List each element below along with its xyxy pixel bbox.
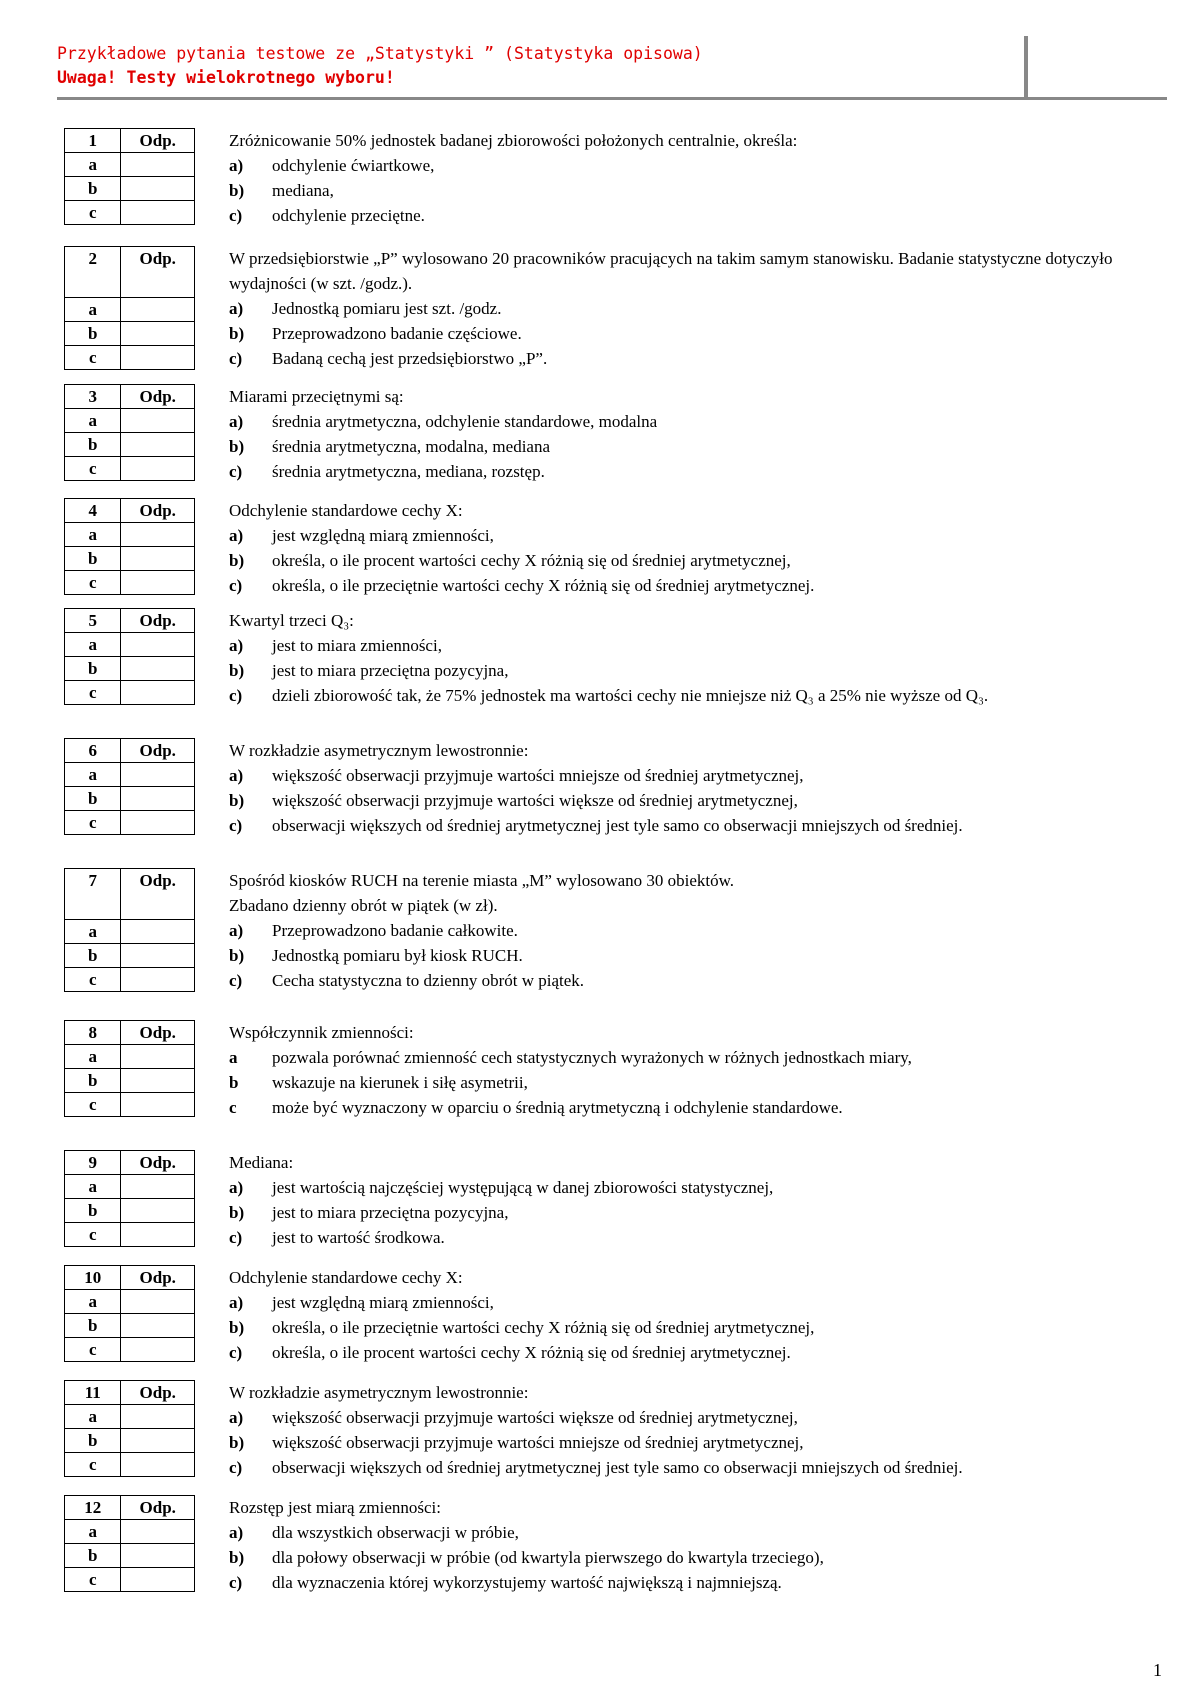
option-a <box>229 763 1169 788</box>
option-text: średnia arytmetyczna, odchylenie standardowe, modalna <box>272 412 658 431</box>
answer-letter: c <box>65 1453 121 1477</box>
question-body <box>229 738 1169 838</box>
answer-letter: b <box>65 944 121 968</box>
option-a <box>229 1045 1169 1070</box>
option-text: dzieli zbiorowość tak, że 75% jednostek ma wartości cechy nie mniejsze niż Q₃ a 25% nie wyższe od Q₃. <box>272 686 989 705</box>
option-text: Badaną cechą jest przedsiębiorstwo „P”. <box>272 349 548 368</box>
option-text: średnia arytmetyczna, modalna, mediana <box>272 437 551 456</box>
option-c <box>229 1455 1169 1480</box>
answer-box-b[interactable] <box>121 433 195 457</box>
answer-letter: b <box>65 177 121 201</box>
answer-box-c[interactable] <box>121 968 195 992</box>
option-label: c) <box>229 971 243 990</box>
option-c <box>229 1225 1169 1250</box>
question-number: 3 <box>65 385 121 409</box>
answer-box-c[interactable] <box>121 681 195 705</box>
answer-letter: c <box>65 968 121 992</box>
option-label: b) <box>229 1318 245 1337</box>
question-number: 11 <box>65 1381 121 1405</box>
answer-column-header: Odp. <box>121 1151 195 1175</box>
answer-box-a[interactable] <box>121 1290 195 1314</box>
option-b <box>229 434 1169 459</box>
answer-letter: b <box>65 1429 121 1453</box>
answer-column-header: Odp. <box>121 1021 195 1045</box>
answer-grid <box>64 384 195 481</box>
option-b <box>229 1200 1169 1225</box>
answer-letter: a <box>65 1175 121 1199</box>
answer-box-c[interactable] <box>121 201 195 225</box>
option-label: b) <box>229 661 245 680</box>
answer-column-header: Odp. <box>121 129 195 153</box>
option-text: Jednostką pomiaru był kiosk RUCH. <box>272 946 523 965</box>
option-text: Jednostką pomiaru jest szt. /godz. <box>272 299 502 318</box>
answer-letter: b <box>65 547 121 571</box>
option-label: c) <box>229 816 243 835</box>
answer-letter: c <box>65 201 121 225</box>
question-body <box>229 608 1169 708</box>
answer-letter: a <box>65 409 121 433</box>
answer-box-b[interactable] <box>121 1069 195 1093</box>
answer-box-c[interactable] <box>121 1338 195 1362</box>
option-label: b) <box>229 324 245 343</box>
option-b <box>229 788 1169 813</box>
question-stem-continued: Zbadano dzienny obrót w piątek (w zł). <box>229 896 498 915</box>
question-body <box>229 128 1169 228</box>
option-c <box>229 346 1169 371</box>
answer-letter: a <box>65 920 121 944</box>
option-label: c) <box>229 576 243 595</box>
question-body <box>229 1495 1169 1595</box>
question-number: 7 <box>65 869 121 920</box>
answer-box-b[interactable] <box>121 944 195 968</box>
option-c <box>229 968 1169 993</box>
answer-letter: a <box>65 1520 121 1544</box>
option-label: b) <box>229 1433 245 1452</box>
question-body <box>229 868 1169 993</box>
answer-grid <box>64 1020 195 1117</box>
question-stem: Kwartyl trzeci Q₃: <box>229 611 354 630</box>
option-text: dla wszystkich obserwacji w próbie, <box>272 1523 519 1542</box>
option-label: a) <box>229 636 244 655</box>
answer-column-header: Odp. <box>121 609 195 633</box>
option-text: jest to miara zmienności, <box>272 636 442 655</box>
answer-box-a[interactable] <box>121 633 195 657</box>
answer-box-a[interactable] <box>121 153 195 177</box>
question-body <box>229 1150 1169 1250</box>
option-a <box>229 296 1169 321</box>
answer-box-a[interactable] <box>121 1520 195 1544</box>
answer-box-c[interactable] <box>121 457 195 481</box>
option-text: obserwacji większych od średniej arytmetycznej jest tyle samo co obserwacji mniejszych od średniej. <box>272 816 963 835</box>
option-label: a) <box>229 1408 244 1427</box>
document-header <box>57 42 1167 90</box>
answer-column-header: Odp. <box>121 1496 195 1520</box>
option-text: obserwacji większych od średniej arytmetycznej jest tyle samo co obserwacji mniejszych od średniej. <box>272 1458 963 1477</box>
option-text: średnia arytmetyczna, mediana, rozstęp. <box>272 462 545 481</box>
answer-letter: b <box>65 657 121 681</box>
question-number: 10 <box>65 1266 121 1290</box>
answer-box-b[interactable] <box>121 1314 195 1338</box>
answer-letter: b <box>65 787 121 811</box>
option-label: b) <box>229 1548 245 1567</box>
option-text: określa, o ile przeciętnie wartości cechy X różnią się od średniej arytmetycznej, <box>272 1318 815 1337</box>
question-stem: Mediana: <box>229 1153 294 1172</box>
answer-letter: b <box>65 1199 121 1223</box>
option-label: c) <box>229 462 243 481</box>
answer-letter: c <box>65 1338 121 1362</box>
answer-box-c[interactable] <box>121 1093 195 1117</box>
answer-letter: b <box>65 1544 121 1568</box>
answer-letter: a <box>65 763 121 787</box>
question-body <box>229 1265 1169 1365</box>
question-number: 2 <box>65 247 121 298</box>
answer-box-c[interactable] <box>121 1223 195 1247</box>
answer-letter: b <box>65 1069 121 1093</box>
option-b <box>229 1545 1169 1570</box>
option-label: a) <box>229 766 244 785</box>
option-label: c) <box>229 349 243 368</box>
answer-box-a[interactable] <box>121 523 195 547</box>
option-label: b) <box>229 181 245 200</box>
option-label: c) <box>229 1458 243 1477</box>
option-c <box>229 683 1169 708</box>
answer-column-header: Odp. <box>121 1381 195 1405</box>
option-b <box>229 943 1169 968</box>
answer-letter: b <box>65 433 121 457</box>
option-a <box>229 1175 1169 1200</box>
question-body <box>229 498 1169 598</box>
answer-box-b[interactable] <box>121 1544 195 1568</box>
option-text: Cecha statystyczna to dzienny obrót w piątek. <box>272 971 585 990</box>
option-c <box>229 813 1169 838</box>
question-stem: Odchylenie standardowe cechy X: <box>229 501 463 520</box>
option-text: dla wyznaczenia której wykorzystujemy wartość największą i najmniejszą. <box>272 1573 782 1592</box>
question-stem: Zróżnicowanie 50% jednostek badanej zbiorowości położonych centralnie, określa: <box>229 131 798 150</box>
option-text: może być wyznaczony w oparciu o średnią arytmetyczną i odchylenie standardowe. <box>272 1098 843 1117</box>
answer-box-b[interactable] <box>121 787 195 811</box>
option-label: a) <box>229 412 244 431</box>
option-label: a) <box>229 156 244 175</box>
answer-column-header: Odp. <box>121 1266 195 1290</box>
question-stem: W rozkładzie asymetrycznym lewostronnie: <box>229 741 529 760</box>
option-label: c) <box>229 686 243 705</box>
option-text: jest to miara przeciętna pozycyjna, <box>272 661 509 680</box>
answer-column-header: Odp. <box>121 869 195 920</box>
answer-letter: a <box>65 523 121 547</box>
answer-box-c[interactable] <box>121 346 195 370</box>
option-b <box>229 548 1169 573</box>
option-a <box>229 918 1169 943</box>
option-label: c) <box>229 206 243 225</box>
answer-letter: a <box>65 1290 121 1314</box>
question-stem: W rozkładzie asymetrycznym lewostronnie: <box>229 1383 529 1402</box>
option-label: a) <box>229 1523 244 1542</box>
answer-column-header: Odp. <box>121 499 195 523</box>
option-a <box>229 1290 1169 1315</box>
option-label: a) <box>229 1178 244 1197</box>
answer-box-a[interactable] <box>121 920 195 944</box>
answer-box-b[interactable] <box>121 177 195 201</box>
option-text: większość obserwacji przyjmuje wartości mniejsze od średniej arytmetycznej, <box>272 766 804 785</box>
question-number: 12 <box>65 1496 121 1520</box>
question-number: 5 <box>65 609 121 633</box>
option-a <box>229 1405 1169 1430</box>
option-c <box>229 459 1169 484</box>
answer-letter: a <box>65 1045 121 1069</box>
answer-box-b[interactable] <box>121 547 195 571</box>
option-label: c) <box>229 1343 243 1362</box>
answer-column-header: Odp. <box>121 247 195 298</box>
option-c <box>229 1095 1169 1120</box>
option-text: pozwala porównać zmienność cech statystycznych wyrażonych w różnych jednostkach miary, <box>272 1048 912 1067</box>
answer-grid <box>64 246 195 370</box>
option-c <box>229 1570 1169 1595</box>
option-label: b) <box>229 437 245 456</box>
answer-grid <box>64 128 195 225</box>
option-label: a) <box>229 526 244 545</box>
option-label: c <box>229 1098 237 1117</box>
answer-grid <box>64 1150 195 1247</box>
option-label: a) <box>229 921 244 940</box>
question-body <box>229 1020 1169 1120</box>
question-number: 6 <box>65 739 121 763</box>
header-horizontal-rule <box>57 97 1167 100</box>
answer-box-c[interactable] <box>121 571 195 595</box>
option-text: Przeprowadzono badanie częściowe. <box>272 324 522 343</box>
answer-letter: c <box>65 681 121 705</box>
answer-grid <box>64 498 195 595</box>
answer-letter: a <box>65 298 121 322</box>
answer-letter: c <box>65 1568 121 1592</box>
answer-letter: b <box>65 1314 121 1338</box>
multiple-choice-warning: Uwaga! Testy wielokrotnego wyboru! <box>57 68 395 87</box>
answer-box-a[interactable] <box>121 1175 195 1199</box>
option-c <box>229 203 1169 228</box>
question-body <box>229 246 1169 371</box>
option-text: wskazuje na kierunek i siłę asymetrii, <box>272 1073 528 1092</box>
option-text: jest względną miarą zmienności, <box>272 1293 494 1312</box>
option-label: b) <box>229 791 245 810</box>
option-label: c) <box>229 1228 243 1247</box>
answer-grid <box>64 1380 195 1477</box>
option-text: odchylenie przeciętne. <box>272 206 425 225</box>
answer-grid <box>64 1495 195 1592</box>
answer-box-c[interactable] <box>121 811 195 835</box>
answer-letter: c <box>65 811 121 835</box>
option-text: jest to miara przeciętna pozycyjna, <box>272 1203 509 1222</box>
answer-grid <box>64 608 195 705</box>
answer-letter: b <box>65 322 121 346</box>
option-label: a) <box>229 299 244 318</box>
question-number: 4 <box>65 499 121 523</box>
option-b <box>229 1430 1169 1455</box>
option-text: większość obserwacji przyjmuje wartości mniejsze od średniej arytmetycznej, <box>272 1433 804 1452</box>
answer-box-b[interactable] <box>121 1429 195 1453</box>
option-b <box>229 658 1169 683</box>
option-text: określa, o ile przeciętnie wartości cechy X różnią się od średniej arytmetycznej. <box>272 576 815 595</box>
answer-grid <box>64 738 195 835</box>
answer-column-header: Odp. <box>121 385 195 409</box>
question-stem: Rozstęp jest miarą zmienności: <box>229 1498 441 1517</box>
option-label: b) <box>229 551 245 570</box>
answer-letter: c <box>65 1223 121 1247</box>
option-text: mediana, <box>272 181 334 200</box>
option-label: b) <box>229 1203 245 1222</box>
question-number: 1 <box>65 129 121 153</box>
question-body <box>229 1380 1169 1480</box>
question-stem: Spośród kiosków RUCH na terenie miasta „M” wylosowano 30 obiektów. <box>229 871 735 890</box>
answer-letter: a <box>65 1405 121 1429</box>
question-number: 9 <box>65 1151 121 1175</box>
answer-letter: c <box>65 571 121 595</box>
option-a <box>229 1520 1169 1545</box>
option-a <box>229 153 1169 178</box>
option-a <box>229 633 1169 658</box>
option-b <box>229 321 1169 346</box>
option-a <box>229 523 1169 548</box>
question-stem: Odchylenie standardowe cechy X: <box>229 1268 463 1287</box>
option-text: jest względną miarą zmienności, <box>272 526 494 545</box>
option-text: dla połowy obserwacji w próbie (od kwartyla pierwszego do kwartyla trzeciego), <box>272 1548 824 1567</box>
option-b <box>229 178 1169 203</box>
answer-box-b[interactable] <box>121 657 195 681</box>
answer-letter: c <box>65 346 121 370</box>
question-body <box>229 384 1169 484</box>
answer-box-b[interactable] <box>121 322 195 346</box>
question-stem: W przedsiębiorstwie „P” wylosowano 20 pracowników pracujących na takim samym stanowisku. Badanie statystyczne dotyczyło wydajności (w szt. /godz.). <box>229 249 1113 293</box>
question-stem: Współczynnik zmienności: <box>229 1023 414 1042</box>
answer-letter: c <box>65 1093 121 1117</box>
option-label: c) <box>229 1573 243 1592</box>
answer-letter: c <box>65 457 121 481</box>
answer-box-b[interactable] <box>121 1199 195 1223</box>
option-a <box>229 409 1169 434</box>
option-text: jest to wartość środkowa. <box>272 1228 445 1247</box>
document-title: Przykładowe pytania testowe ze „Statystyki ” (Statystyka opisowa) <box>57 44 703 63</box>
answer-box-a[interactable] <box>121 763 195 787</box>
option-text: określa, o ile procent wartości cechy X różnią się od średniej arytmetycznej. <box>272 1343 791 1362</box>
answer-box-a[interactable] <box>121 298 195 322</box>
answer-column-header: Odp. <box>121 739 195 763</box>
option-text: większość obserwacji przyjmuje wartości większe od średniej arytmetycznej, <box>272 1408 798 1427</box>
answer-box-c[interactable] <box>121 1568 195 1592</box>
answer-grid <box>64 868 195 992</box>
option-label: b <box>229 1073 239 1092</box>
answer-box-a[interactable] <box>121 1405 195 1429</box>
option-label: a) <box>229 1293 244 1312</box>
answer-box-a[interactable] <box>121 1045 195 1069</box>
option-text: określa, o ile procent wartości cechy X różnią się od średniej arytmetycznej, <box>272 551 791 570</box>
header-vertical-rule <box>1024 36 1028 98</box>
answer-box-c[interactable] <box>121 1453 195 1477</box>
option-text: jest wartością najczęściej występującą w danej zbiorowości statystycznej, <box>272 1178 774 1197</box>
option-text: odchylenie ćwiartkowe, <box>272 156 435 175</box>
option-b <box>229 1070 1169 1095</box>
answer-letter: a <box>65 633 121 657</box>
answer-grid <box>64 1265 195 1362</box>
option-text: Przeprowadzono badanie całkowite. <box>272 921 518 940</box>
option-label: a <box>229 1048 238 1067</box>
answer-letter: a <box>65 153 121 177</box>
option-b <box>229 1315 1169 1340</box>
option-label: b) <box>229 946 245 965</box>
answer-box-a[interactable] <box>121 409 195 433</box>
question-stem: Miarami przeciętnymi są: <box>229 387 404 406</box>
option-c <box>229 1340 1169 1365</box>
question-number: 8 <box>65 1021 121 1045</box>
option-text: większość obserwacji przyjmuje wartości większe od średniej arytmetycznej, <box>272 791 798 810</box>
page-number: 1 <box>1153 1660 1162 1680</box>
option-c <box>229 573 1169 598</box>
